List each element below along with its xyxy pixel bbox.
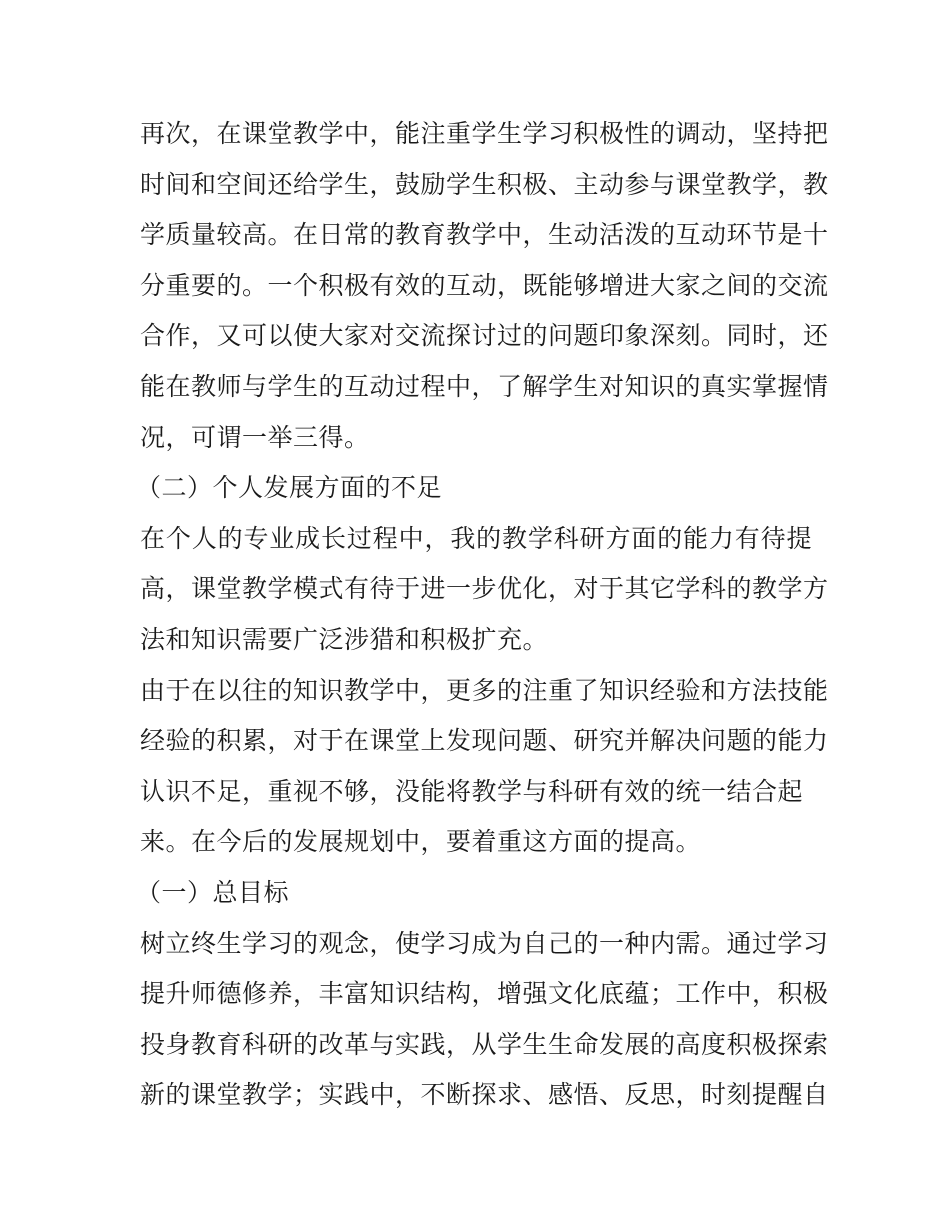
text-line: 来。在今后的发展规划中，要着重这方面的提高。 [140,827,702,857]
text-line: 在个人的专业成长过程中，我的教学科研方面的能力有待提 [140,523,812,553]
text-line: 由于在以往的知识教学中，更多的注重了知识经验和方法技能 [140,675,829,705]
paragraph-professional-growth [140,514,829,666]
text-line: 高，课堂教学模式有待于进一步优化，对于其它学科的教学方 [140,574,829,604]
text-line: 提升师德修养，丰富知识结构，增强文化底蕴；工作中，积极 [140,979,829,1009]
section-heading-shortcomings [136,463,812,514]
text-line: 分重要的。一个积极有效的互动，既能够增进大家之间的交流 [140,270,829,300]
paragraph-research-awareness [140,666,829,868]
paragraph-classroom-teaching [140,109,829,463]
text-line: 能在教师与学生的互动过程中，了解学生对知识的真实掌握情 [140,371,829,401]
text-line: 认识不足，重视不够，没能将教学与科研有效的统一结合起 [140,776,804,806]
text-line: 新的课堂教学；实践中，不断探求、感悟、反思，时刻提醒自 [140,1080,829,1110]
document-body [136,109,829,1121]
text-line: 投身教育科研的改革与实践，从学生生命发展的高度积极探索 [140,1029,829,1059]
text-line: 况，可谓一举三得。 [140,422,370,452]
heading-text: （二）个人发展方面的不足 [136,473,443,503]
section-heading-overall-goal [136,868,812,919]
text-line: 法和知识需要广泛涉猎和积极扩充。 [140,624,549,654]
text-line: 时间和空间还给学生，鼓励学生积极、主动参与课堂教学，教 [140,169,829,199]
paragraph-lifelong-learning [140,919,829,1121]
text-line: 树立终生学习的观念，使学习成为自己的一种内需。通过学习 [140,928,829,958]
heading-text: （一）总目标 [136,877,290,907]
text-line: 再次，在课堂教学中，能注重学生学习积极性的调动，坚持把 [140,119,829,148]
text-line: 合作，又可以使大家对交流探讨过的问题印象深刻。同时，还 [140,321,829,351]
text-line: 经验的积累，对于在课堂上发现问题、研究并解决问题的能力 [140,726,829,756]
text-line: 学质量较高。在日常的教育教学中，生动活泼的互动环节是十 [140,220,829,250]
